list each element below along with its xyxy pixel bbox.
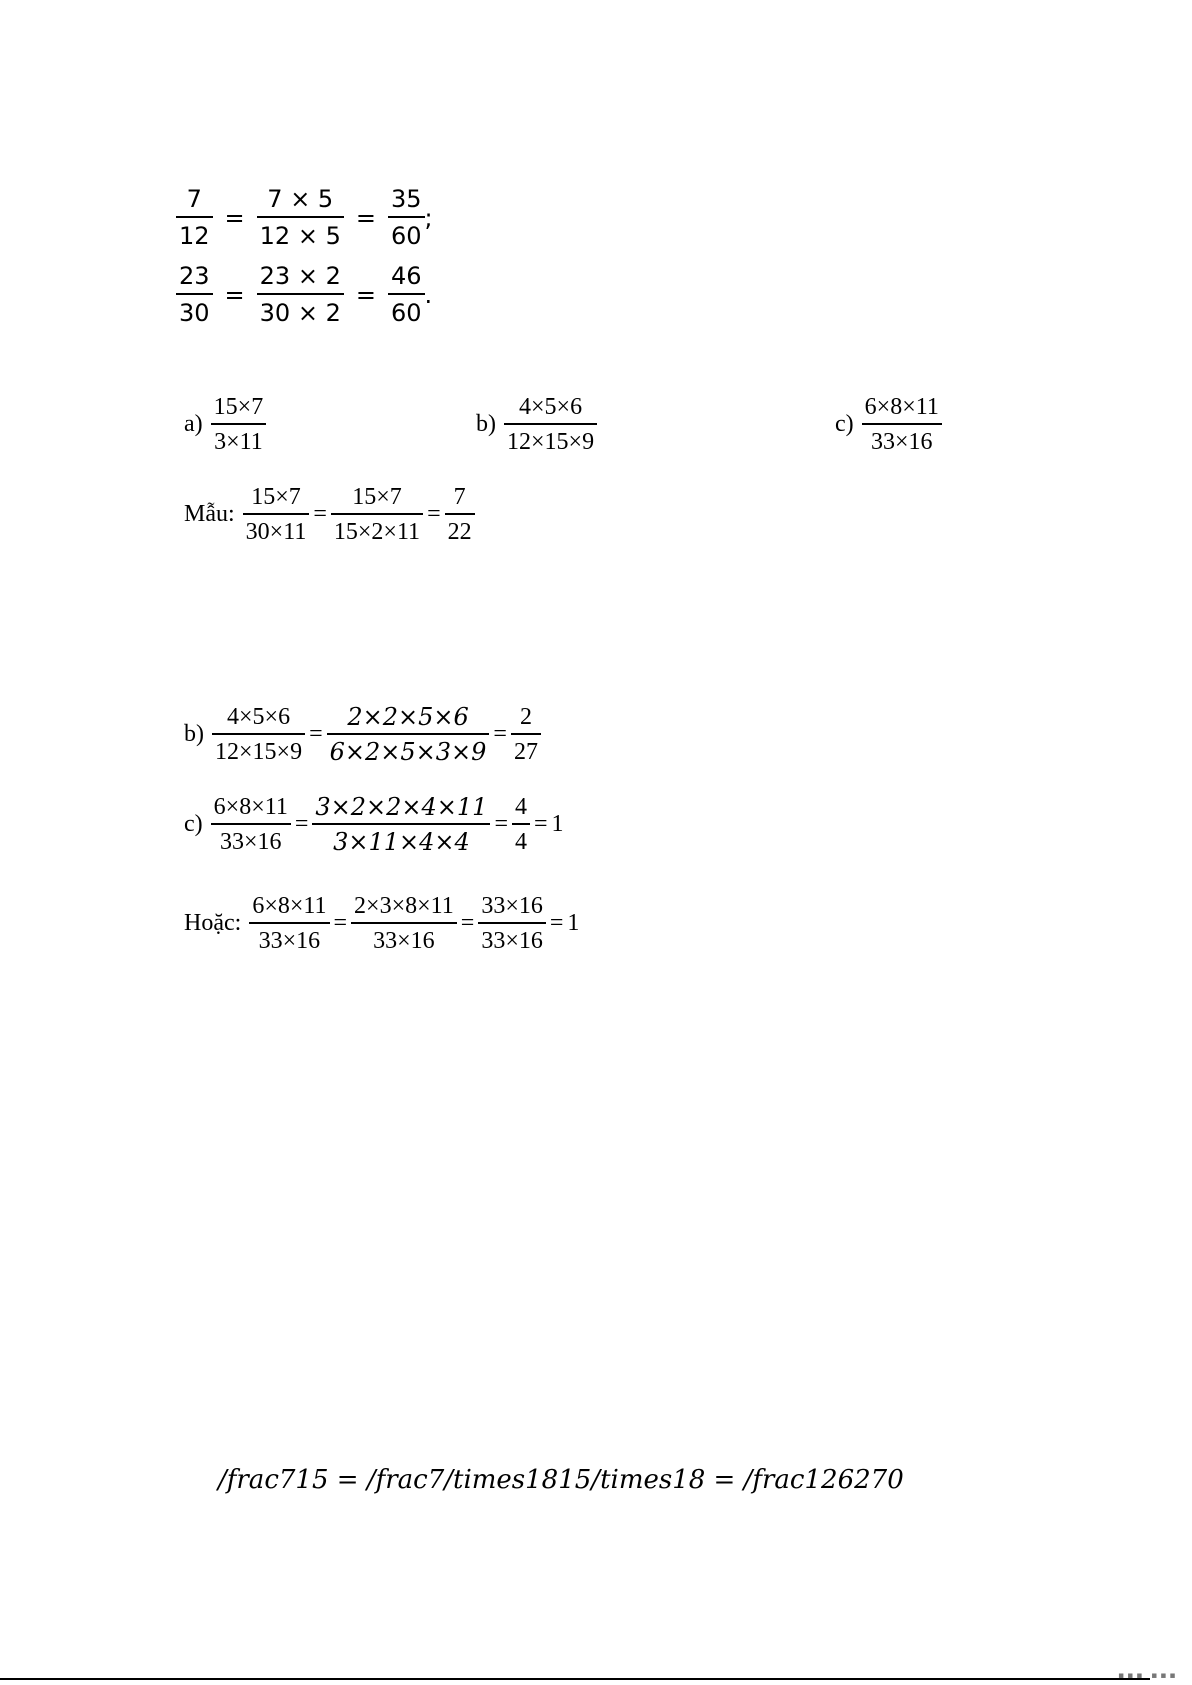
cancelled-fraction: $\frac{2\times 2\times 5\times 6}{6\times 2\times 5\times 3\times 9}$ bbox=[327, 705, 490, 764]
solution-c: c) $\frac{6\times 8\times 11}{33\times 16}$ = $\frac{3\times 2\times 2\times 4\times 11}{3\times 11\times 4\times 4}$ = $\frac{4}{4}$ = 1 bbox=[184, 793, 564, 856]
fraction: $\frac{6\times 8\times 11}{33\times 16}$ bbox=[862, 395, 942, 454]
problem-a: a) $\frac{15\times 7}{3\times 11}$ bbox=[184, 395, 266, 454]
equation-7-12: $\frac{7}{12}$ = $\frac{7 \times 5}{12 \times 5}$ = $\frac{35}{60}$ ; bbox=[176, 187, 433, 248]
alternative-hoac: Hoặc: $\frac{6\times 8\times 11}{33\times 16}$ = $\frac{2\times 3\times 8\times 11}{33\times 16}$ = $\frac{33\times 16}{33\times 16}$ = 1 bbox=[184, 893, 580, 954]
fraction: $\frac{46}{60}$ bbox=[388, 264, 425, 325]
fraction: $\frac{33\times 16}{33\times 16}$ bbox=[478, 894, 546, 953]
fraction: $\frac{2\times 3\times 8\times 11}{33\times 16}$ bbox=[351, 894, 457, 953]
fraction: $\frac{4\times 5\times 6}{12\times 15\times 9}$ bbox=[504, 395, 597, 454]
fraction: $\frac{6\times 8\times 11}{33\times 16}$ bbox=[249, 894, 329, 953]
fraction: $\frac{23}{30}$ bbox=[176, 264, 213, 325]
fraction: $\frac{15\times 7}{3\times 11}$ bbox=[211, 395, 267, 454]
problem-b: b) $\frac{4\times 5\times 6}{12\times 15\times 9}$ bbox=[476, 395, 597, 454]
solution-b: b) $\frac{4\times 5\times 6}{12\times 15\times 9}$ = $\frac{2\times 2\times 5\times 6}{6\times 2\times 5\times 3\times 9}$ = $\frac{2}{27}$ bbox=[184, 705, 541, 764]
fraction: $\frac{2}{27}$ bbox=[511, 705, 541, 764]
fraction: $\frac{4}{4}$ bbox=[512, 795, 530, 854]
example-mau: Mẫu: $\frac{15\times 7}{30\times 11}$ = $\frac{15\times 7}{15\times 2\times 11}$ = $\frac{7}{22}$ bbox=[184, 485, 475, 544]
fraction: $\frac{23 \times 2}{30 \times 2}$ bbox=[257, 264, 344, 325]
fraction: $\frac{7}{12}$ bbox=[176, 187, 213, 248]
raw-latex-formula: /frac715 = /frac7/times1815/times18 = /frac126270 bbox=[218, 1465, 904, 1495]
fraction: $\frac{4\times 5\times 6}{12\times 15\times 9}$ bbox=[212, 705, 305, 764]
fraction: $\frac{7 \times 5}{12 \times 5}$ bbox=[257, 187, 344, 248]
cancelled-fraction: $\frac{3\times 2\times 2\times 4\times 11}{3\times 11\times 4\times 4}$ bbox=[312, 795, 490, 854]
footer-marks: ▪▪▪ ▪▪▪ bbox=[1118, 1671, 1179, 1681]
cancelled-fraction: $\frac{15\times 7}{15\times 2\times 11}$ bbox=[331, 485, 423, 544]
fraction: $\frac{35}{60}$ bbox=[388, 187, 425, 248]
problem-c: c) $\frac{6\times 8\times 11}{33\times 16}$ bbox=[835, 395, 942, 454]
equation-23-30: $\frac{23}{30}$ = $\frac{23 \times 2}{30 \times 2}$ = $\frac{46}{60}$ . bbox=[176, 264, 432, 325]
fraction: $\frac{15\times 7}{30\times 11}$ bbox=[243, 485, 310, 544]
fraction: $\frac{7}{22}$ bbox=[445, 485, 475, 544]
fraction: $\frac{6\times 8\times 11}{33\times 16}$ bbox=[211, 795, 291, 854]
footer-rule bbox=[0, 1678, 1150, 1680]
